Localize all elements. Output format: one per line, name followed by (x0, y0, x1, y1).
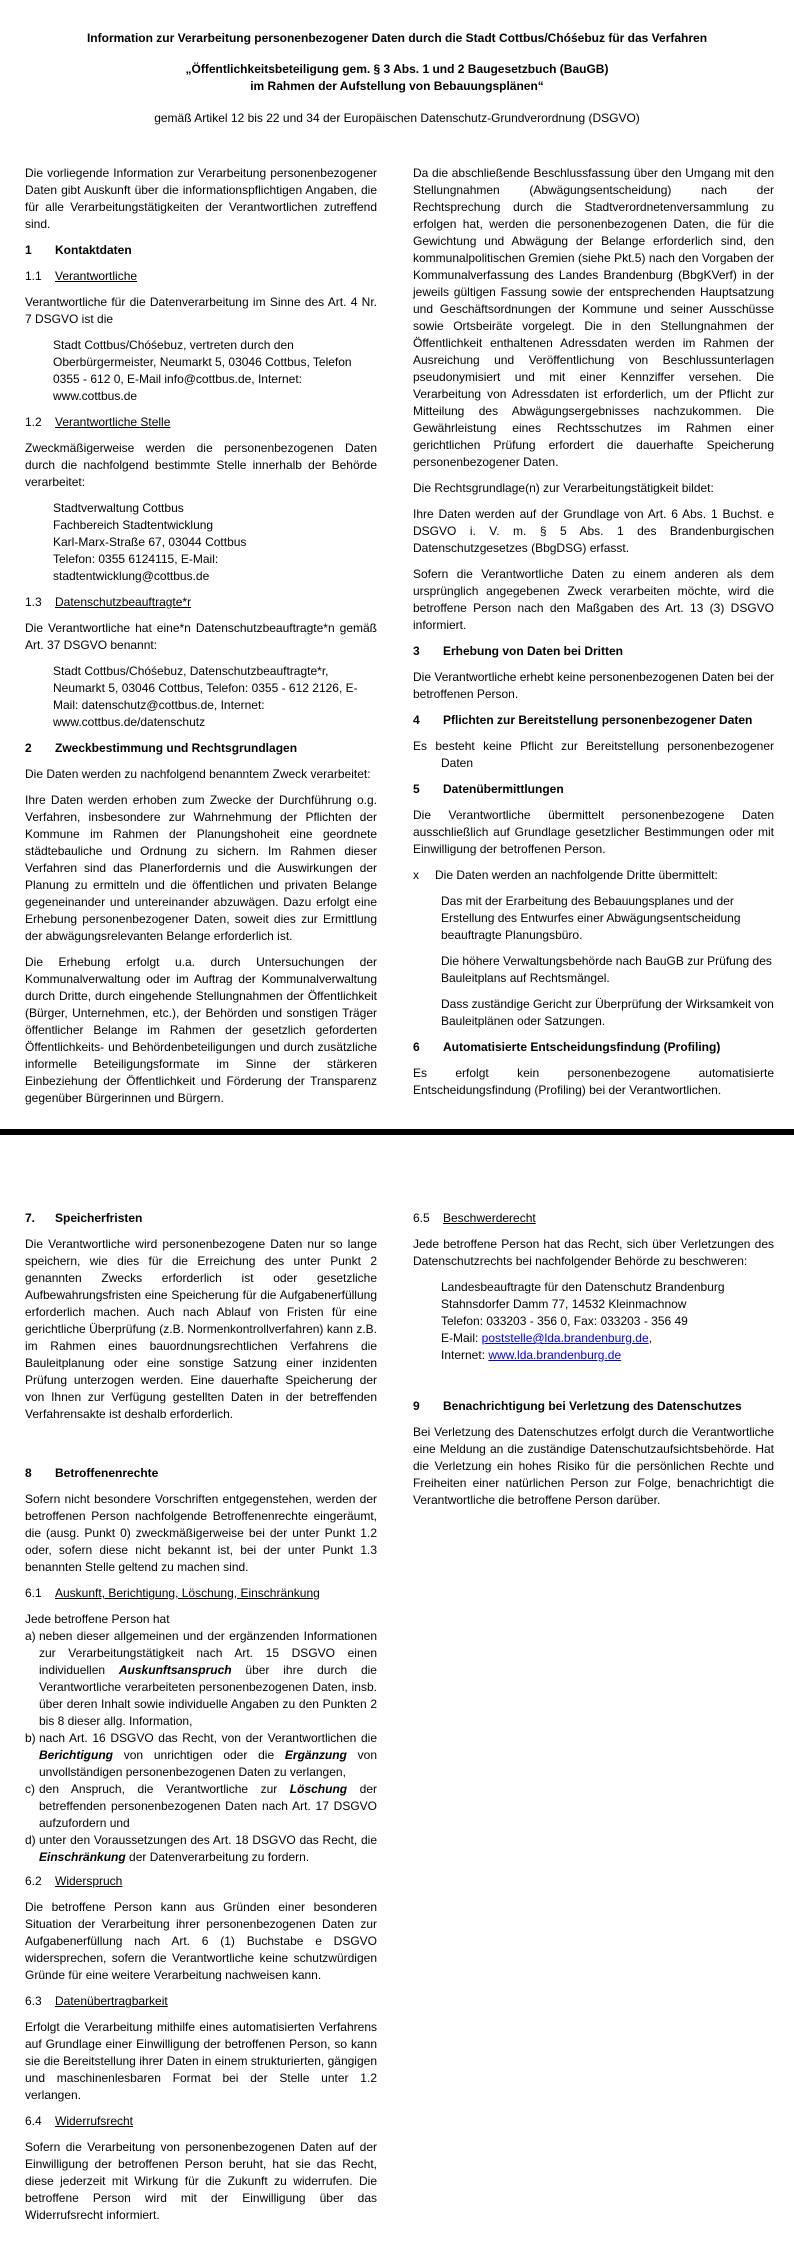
website-link[interactable]: www.lda.brandenburg.de (488, 1348, 622, 1362)
paragraph: Da die abschließende Beschlussfassung über den Umgang mit den Stellungnahmen (Abwägungsentscheidung) nach der Rechtsprechung durch die Stadtverordnetenversammlung zu erfolgen hat, werden die personenbezogenen Daten, die für die Gewichtung und Abwägung der Belange erforderlich sind, den kommunalpolitischen Gremien (siehe Pkt.5) nach den Vorgaben der Kommunalverfassung des Landes Brandenburg (BbgKVerf) in der jeweils gültigen Fassung sowie der entsprechenden Hauptsatzung und Geschäftsordnungen der Kommune und seiner Ausschüsse sowie Ortsbeiräte vorgelegt. Die in den Stellungnahmen der Öffentlichkeit enthaltenen Adressdaten werden im Rahmen der Ausreichung und Veröffentlichung von Beschlussunterlagen pseudonymisiert und mit einer Kennziffer versehen. Die Verarbeitung von Adressdaten ist erforderlich, um der Pflicht zur Mitteilung des Abwägungsergebnisses nachzukommen. Die Gewährleistung eines Rechtsschutzes im Rahmen einer gerichtlichen Prüfung erfordert die dauerhafte Speicherung personenbezogener Daten. (413, 166, 774, 469)
paragraph: Die Verantwortliche wird personenbezogene Daten nur so lange speichern, wie dies für die Erreichung des unter Punkt 2 genannten Zwecks erforderlich ist oder gesetzliche Aufbewahrungsfristen eine Speicherung für die Aufgabenerfüllung erforderlich machen. Auch nach Ablauf von Fristen für eine gerichtliche Überprüfung (z.B. Normenkontrollverfahren) kann z.B. im Rahmen eines bauordnungsrechtlichen Verfahrens die Bauleitplanung oder eine sonstige Satzung einer inzidenten Prüfung unterzogen werden. Eine dauerhafte Speicherung der von Ihnen zur Verfügung gestellten Daten in der betreffenden Verfahrensakte ist deshalb erforderlich. (25, 1237, 377, 1421)
page-break-separator (0, 1129, 794, 1135)
paragraph: Verantwortliche für die Datenverarbeitung im Sinne des Art. 4 Nr. 7 DSGVO ist die (25, 295, 377, 326)
section-heading (413, 781, 774, 798)
list-item (25, 1730, 377, 1781)
text-run: Internet: (441, 1348, 489, 1362)
section-number: 7. (25, 1211, 36, 1225)
document-title-line2: „Öffentlichkeitsbeteiligung gem. § 3 Abs. 1 und 2 Baugesetzbuch (BauGB) (185, 62, 609, 76)
address-line: Telefon: 033203 - 356 0, Fax: 033203 - 356 49 (441, 1314, 688, 1328)
list-marker: c) (25, 1782, 35, 1796)
address-line: Stadtverwaltung Cottbus (53, 501, 184, 515)
list-item-text (39, 1832, 377, 1866)
section-heading (413, 712, 774, 729)
section-title: Speicherfristen (55, 1211, 143, 1225)
section-number: 6.1 (25, 1586, 42, 1600)
section-heading (25, 740, 377, 757)
address-line (441, 1330, 774, 1347)
paragraph: Bei Verletzung des Datenschutzes erfolgt durch die Verantwortliche eine Meldung an die zuständige Datenschutzaufsichtsbehörde. Hat die Verletzung ein hohes Risiko für die persönlichen Rechte und Freiheiten einer natürlichen Person zur Folge, benachrichtigt die Verantwortliche die betroffene Person darüber. (413, 1425, 774, 1507)
page-1-columns (0, 165, 794, 1129)
paragraph: Sofern die Verarbeitung von personenbezogenen Daten auf der Einwilligung der betroffenen Person beruht, hat sie das Recht, diese jederzeit mit Wirkung für die Zukunft zu widerrufen. Die betroffene Person wird mit der Einwilligung über das Widerrufsrecht informiert. (25, 2140, 377, 2222)
section-number: 9 (413, 1399, 420, 1413)
paragraph: Es besteht keine Pflicht zur Bereitstellung personenbezogener Daten (413, 739, 774, 770)
section-title: Automatisierte Entscheidungsfindung (Profiling) (443, 1040, 721, 1054)
subsection-heading (413, 1210, 774, 1227)
section-heading (413, 643, 774, 660)
list-item (413, 867, 774, 884)
page-1-left-column (25, 165, 377, 1129)
paragraph: Sofern die Verantwortliche Daten zu einem anderen als dem ursprünglich angegebenen Zweck verarbeiten möchte, wird die betroffene Person nach den Maßgaben des Art. 13 (3) DSGVO informiert. (413, 567, 774, 632)
page-2-right-column (413, 1203, 774, 2233)
section-number: 4 (413, 713, 420, 727)
subsection-title: Datenübertragbarkeit (55, 1994, 168, 2008)
subsection-title: Widerspruch (55, 1874, 123, 1888)
address-line: Stahnsdorfer Damm 77, 14532 Kleinmachnow (441, 1297, 687, 1311)
emphasized-term: Löschung (289, 1782, 348, 1796)
emphasized-term: Einschränkung (39, 1850, 126, 1864)
section-number: 6.2 (25, 1874, 42, 1888)
paragraph: Die Erhebung erfolgt u.a. durch Untersuchungen der Kommunalverwaltung oder im Auftrag der Kommunalverwaltung durch Dritte, durch eingehende Stellungnahmen der Öffentlichkeit (Bürger, Unternehmen, etc.), der Behörden und sonstigen Träger öffentlicher Belange im Rahmen der gesetzlich geforderten Öffentlichkeits- und Behördenbeteiligungen und durch zusätzliche informelle Beteiligungsformate im Sinne der stärkeren Einbeziehung der Öffentlichkeit und Förderung der Transparenz gegenüber Bürgerinnen und Bürgern. (25, 955, 377, 1105)
text-run: E-Mail: (441, 1331, 482, 1345)
subsection-heading (25, 2113, 377, 2130)
section-number: 6 (413, 1040, 420, 1054)
page-1-right-column (413, 165, 774, 1129)
list-item (25, 1628, 377, 1730)
address-line: Fachbereich Stadtentwicklung (53, 518, 214, 532)
paragraph: Erfolgt die Verarbeitung mithilfe eines automatisierten Verfahrens auf Grundlage einer Einwilligung der betroffenen Person, so kann sie die Bereitstellung ihrer Daten in einem strukturierten, gängigen und maschinenlesbaren Format bei der Stelle unter 1.2 verlangen. (25, 2020, 377, 2102)
section-number: 5 (413, 782, 420, 796)
indented-paragraph: Das mit der Erarbeitung des Bebauungsplanes und der Erstellung des Entwurfes einer Abwägungsentscheidung beauftragte Planungsbüro. (441, 894, 741, 942)
address-line: Landesbeauftragte für den Datenschutz Brandenburg (441, 1280, 725, 1294)
paragraph: Ihre Daten werden erhoben zum Zwecke der Durchführung o.g. Verfahren, insbesondere zur Wahrnehmung der Pflichten der Kommune im Rahmen der Planungshoheit eine geordnete städtebauliche und Ordnung zu sichern. Im Rahmen dieser Verfahren sind das Planerfordernis und die Auswirkungen der Planung zu ermitteln und die öffentlichen und privaten Belange gegeneinander und untereinander abzuwägen. Dazu erfolgt eine Erhebung personenbezogener Daten, soweit dies zur Ermittlung der abwägungsrelevanten Belange erforderlich ist. (25, 793, 377, 943)
list-item (25, 1781, 377, 1832)
indented-paragraph: Dass zuständige Gericht zur Überprüfung der Wirksamkeit von Bauleitplänen oder Satzungen. (441, 997, 774, 1028)
section-title: Betroffenenrechte (55, 1466, 159, 1480)
paragraph: Ihre Daten werden auf der Grundlage von Art. 6 Abs. 1 Buchst. e DSGVO i. V. m. § 5 Abs. 1 des Brandenburgischen Datenschutzgesetzes (BbgDSG) erfasst. (413, 507, 774, 555)
page-2-left-column (25, 1203, 377, 2233)
indented-paragraph: Stadt Cottbus/Chóśebuz, vertreten durch den Oberbürgermeister, Neumarkt 5, 03046 Cottbus, Telefon 0355 - 612 0, E-Mail info@cottbus.de, Internet: www.cottbus.de (53, 338, 352, 403)
section-title: Benachrichtigung bei Verletzung des Datenschutzes (443, 1399, 742, 1413)
text-run: von unvollständigen personenbezogenen Daten zu verlangen, (39, 1748, 377, 1779)
subsection-title: Verantwortliche Stelle (55, 415, 171, 429)
section-number: 6.4 (25, 2114, 42, 2128)
section-title: Pflichten zur Bereitstellung personenbezogener Daten (443, 713, 753, 727)
document-subtitle: gemäß Artikel 12 bis 22 und 34 der Europäischen Datenschutz-Grundverordnung (DSGVO) (154, 111, 640, 125)
address-line (441, 1347, 774, 1364)
document-title-line3: im Rahmen der Aufstellung von Bebauungsplänen“ (250, 79, 544, 93)
paragraph: Die Verantwortliche übermittelt personenbezogene Daten ausschließlich auf Grundlage gesetzlicher Bestimmungen oder mit Einwilligung der betroffenen Person. (413, 808, 774, 856)
indented-paragraph: Die höhere Verwaltungsbehörde nach BauGB zur Prüfung des Bauleitplans auf Rechtsmängel. (441, 954, 772, 985)
text-run: nach Art. 16 DSGVO das Recht, von der Verantwortlichen die (39, 1731, 377, 1745)
subsection-title: Auskunft, Berichtigung, Löschung, Einschränkung (55, 1586, 320, 1600)
section-title: Datenübermittlungen (443, 782, 564, 796)
list-item-text (39, 1730, 377, 1781)
subsection-heading (25, 1993, 377, 2010)
list-marker: x (413, 868, 419, 882)
section-heading (413, 1398, 774, 1415)
paragraph: Jede betroffene Person hat (25, 1612, 170, 1626)
emphasized-term: Ergänzung (284, 1748, 347, 1762)
section-number: 3 (413, 644, 420, 658)
section-number: 8 (25, 1466, 32, 1480)
section-number: 6.3 (25, 1994, 42, 2008)
list-marker: b) (25, 1731, 36, 1745)
section-number: 1.1 (25, 269, 42, 283)
address-line: Karl-Marx-Straße 67, 03044 Cottbus (53, 535, 247, 549)
list-marker: d) (25, 1833, 36, 1847)
section-title: Kontaktdaten (55, 243, 132, 257)
address-block (53, 500, 377, 585)
paragraph: Jede betroffene Person hat das Recht, sich über Verletzungen des Datenschutzrechts bei nachfolgender Behörde zu beschweren: (413, 1237, 774, 1268)
subsection-title: Datenschutzbeauftragte*r (55, 595, 192, 609)
vertical-gap (413, 1373, 774, 1391)
document-title-line1: Information zur Verarbeitung personenbezogener Daten durch die Stadt Cottbus/Chóśebuz für das Verfahren (86, 31, 708, 45)
subsection-heading (25, 268, 377, 285)
address-line: Telefon: 0355 6124115, E-Mail: stadtentwicklung@cottbus.de (53, 552, 219, 583)
section-title: Erhebung von Daten bei Dritten (443, 644, 624, 658)
address-block (441, 1279, 774, 1364)
list-item-text (39, 1628, 377, 1730)
paragraph: Sofern nicht besondere Vorschriften entgegenstehen, werden der betroffenen Person nachfolgende Betroffenenrechte eingeräumt, die (ausg. Punkt 0) zweckmäßigerweise bei der unter Punkt 1.2 oder, sofern diese nicht bekannt ist, bei der unter Punkt 1.3 benannten Stelle geltend zu machen sind. (25, 1492, 377, 1574)
list-item (25, 1832, 377, 1866)
list-item-text: Die Daten werden an nachfolgende Dritte übermittelt: (435, 868, 718, 882)
section-number: 2 (25, 741, 32, 755)
section-heading (25, 1210, 377, 1227)
subsection-heading (25, 414, 377, 431)
list-marker: a) (25, 1629, 36, 1643)
paragraph: Die Verantwortliche erhebt keine personenbezogenen Daten bei der betroffenen Person. (413, 670, 774, 701)
section-heading (25, 1465, 377, 1482)
paragraph: Die Daten werden zu nachfolgend benanntem Zweck verarbeitet: (25, 767, 371, 781)
text-run: neben dieser allgemeinen und der ergänzenden Informationen zur Verarbeitungstätigkeit nach Art. 15 DSGVO einen individuellen (39, 1629, 377, 1677)
section-number: 1.2 (25, 415, 42, 429)
section-title: Zweckbestimmung und Rechtsgrundlagen (55, 741, 298, 755)
subsection-title: Widerrufsrecht (55, 2114, 134, 2128)
paragraph: Es erfolgt kein personenbezogene automatisierte Entscheidungsfindung (Profiling) bei der Verantwortlichen. (413, 1066, 774, 1097)
text-run: der betreffenden personenbezogenen Daten nach Art. 17 DSGVO aufzufordern und (39, 1782, 377, 1830)
subsection-heading (25, 594, 377, 611)
email-link[interactable]: poststelle@lda.brandenburg.de (481, 1331, 649, 1345)
document-header (0, 0, 794, 127)
vertical-gap (25, 1432, 377, 1458)
text-run: über ihre durch die Verantwortliche verarbeiteten personenbezogenen Daten, insb. über deren Inhalt sowie individuelle Angaben zu den Punkten 2 bis 8 dieser allg. Information, (39, 1663, 377, 1728)
list-item-text (39, 1781, 377, 1832)
emphasized-term: Berichtigung (39, 1748, 113, 1762)
text-run: der Datenverarbeitung zu fordern. (125, 1850, 310, 1864)
emphasized-term: Auskunftsanspruch (118, 1663, 232, 1677)
subsection-title: Verantwortliche (55, 269, 138, 283)
section-number: 1.3 (25, 595, 42, 609)
indented-paragraph: Stadt Cottbus/Chóśebuz, Datenschutzbeauftragte*r, Neumarkt 5, 03046 Cottbus, Telefon: 0355 - 612 2126, E-Mail: datenschutz@cottbus.de, Internet: www.cottbus.de/datenschutz (53, 664, 358, 729)
paragraph: Die vorliegende Information zur Verarbeitung personenbezogener Daten gibt Auskunft über die informationspflichtigen Angaben, die für alle Verarbeitungstätigkeiten der Verantwortlichen zutreffend sind. (25, 166, 377, 231)
paragraph: Zweckmäßigerweise werden die personenbezogenen Daten durch die nachfolgend bestimmte Stelle innerhalb der Behörde verarbeitet: (25, 441, 377, 489)
section-number: 1 (25, 243, 32, 257)
subsection-title: Beschwerderecht (443, 1211, 536, 1225)
section-number: 6.5 (413, 1211, 430, 1225)
paragraph: Die betroffene Person kann aus Gründen einer besonderen Situation der Verarbeitung ihrer personenbezogenen Daten zur Aufgabenerfüllung nach Art. 6 (1) Buchstabe e DSGVO widersprechen, sofern die Verantwortliche keine schutzwürdigen Gründe für eine weitere Verarbeitung nachweisen kann. (25, 1900, 377, 1982)
text-run: , (648, 1331, 652, 1345)
section-heading (25, 242, 377, 259)
subsection-heading (25, 1585, 377, 1602)
text-run: unter den Voraussetzungen des Art. 18 DSGVO das Recht, die (39, 1833, 377, 1847)
page-2-columns (0, 1203, 794, 2233)
subsection-heading (25, 1873, 377, 1890)
text-run: von unrichtigen oder die (113, 1748, 285, 1762)
paragraph: Die Rechtsgrundlage(n) zur Verarbeitungstätigkeit bildet: (413, 481, 714, 495)
paragraph: Die Verantwortliche hat eine*n Datenschutzbeauftragte*n gemäß Art. 37 DSGVO benannt: (25, 621, 377, 652)
section-heading (413, 1039, 774, 1056)
text-run: den Anspruch, die Verantwortliche zur (39, 1782, 290, 1796)
